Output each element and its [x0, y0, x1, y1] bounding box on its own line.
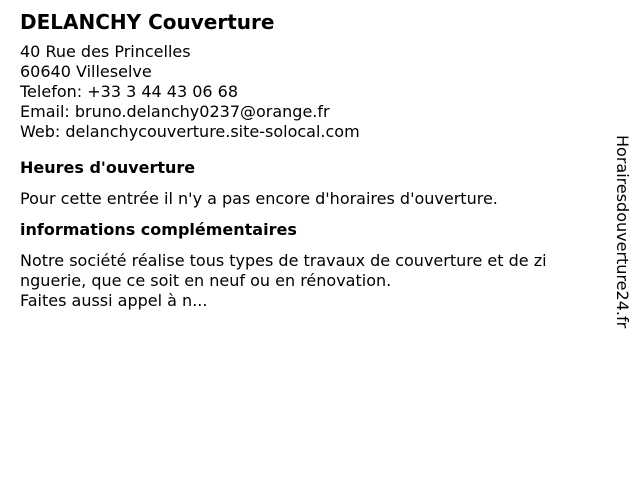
additional-info-line: nguerie, que ce soit en neuf ou en rénovation.	[20, 271, 392, 290]
email-line: Email: bruno.delanchy0237@orange.fr	[20, 102, 330, 121]
contact-block	[20, 42, 600, 142]
additional-info-text	[20, 251, 600, 311]
site-watermark: Horairesdouverture24.fr	[613, 135, 632, 329]
address-line-city: 60640 Villeselve	[20, 62, 152, 81]
business-card	[20, 8, 600, 311]
additional-info-heading: informations complémentaires	[20, 220, 297, 239]
business-name: DELANCHY Couverture	[20, 10, 275, 34]
website-line: Web: delanchycouverture.site-solocal.com	[20, 122, 360, 141]
opening-hours-text: Pour cette entrée il n'y a pas encore d'horaires d'ouverture.	[20, 189, 498, 208]
additional-info-line: Notre société réalise tous types de travaux de couverture et de zi	[20, 251, 547, 270]
address-line-street: 40 Rue des Princelles	[20, 42, 191, 61]
additional-info-line: Faites aussi appel à n...	[20, 291, 208, 310]
phone-line: Telefon: +33 3 44 43 06 68	[20, 82, 239, 101]
opening-hours-heading: Heures d'ouverture	[20, 158, 196, 177]
